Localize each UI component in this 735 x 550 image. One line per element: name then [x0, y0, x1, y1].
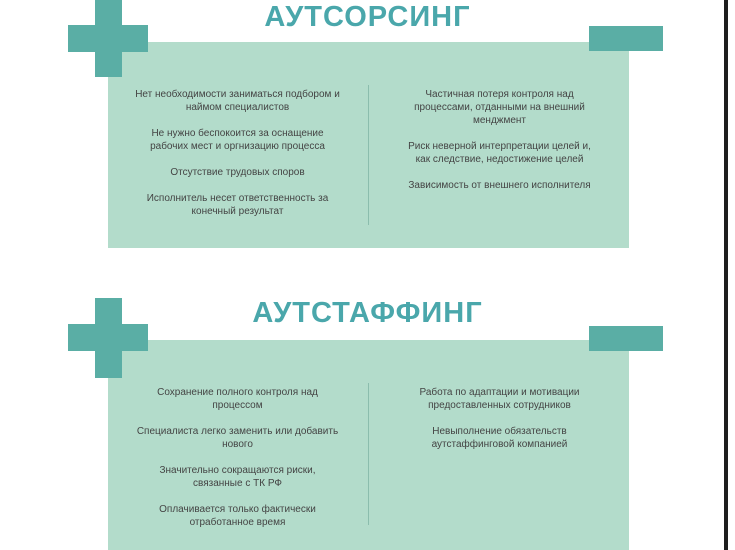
outstaffing-divider [368, 383, 369, 525]
list-item: Исполнитель несет ответственность за конечный результат [146, 193, 329, 217]
plus-decoration-top-bar [68, 25, 148, 52]
outsourcing-cons-list [402, 88, 597, 205]
list-item: Не нужно беспокоится за оснащение рабочих мест и оргнизацию процесса [150, 128, 325, 152]
accent-tab-bottom [589, 326, 663, 351]
outsourcing-divider [368, 85, 369, 225]
outstaffing-title: АУТСТАФФИНГ [252, 297, 483, 329]
list-item: Работа по адаптации и мотивации предоставленных сотрудников [419, 387, 580, 411]
outsourcing-pros-list [135, 88, 340, 231]
list-item: Сохранение полного контроля над процессом [157, 387, 318, 411]
list-item: Зависимость от внешнего исполнителя [408, 180, 591, 191]
outstaffing-cons-list [402, 386, 597, 464]
plus-decoration-bottom-bar [68, 324, 148, 351]
list-item: Невыполнение обязательств аутстаффинговой компанией [431, 426, 568, 450]
list-item: Оплачивается только фактически отработанное время [159, 504, 316, 528]
outstaffing-pros-list [135, 386, 340, 542]
accent-tab-top [589, 26, 663, 51]
outsourcing-title: АУТСОРСИНГ [264, 1, 471, 33]
list-item: Частичная потеря контроля над процессами, отданными на внешний менджмент [414, 89, 585, 126]
list-item: Отсутствие трудовых споров [170, 167, 305, 178]
page-edge-border [724, 0, 728, 550]
list-item: Нет необходимости заниматься подбором и наймом специалистов [135, 89, 340, 113]
list-item: Риск неверной интерпретации целей и, как следствие, недостижение целей [408, 141, 591, 165]
list-item: Значительно сокращаются риски, связанные с ТК РФ [159, 465, 316, 489]
list-item: Специалиста легко заменить или добавить нового [136, 426, 339, 450]
